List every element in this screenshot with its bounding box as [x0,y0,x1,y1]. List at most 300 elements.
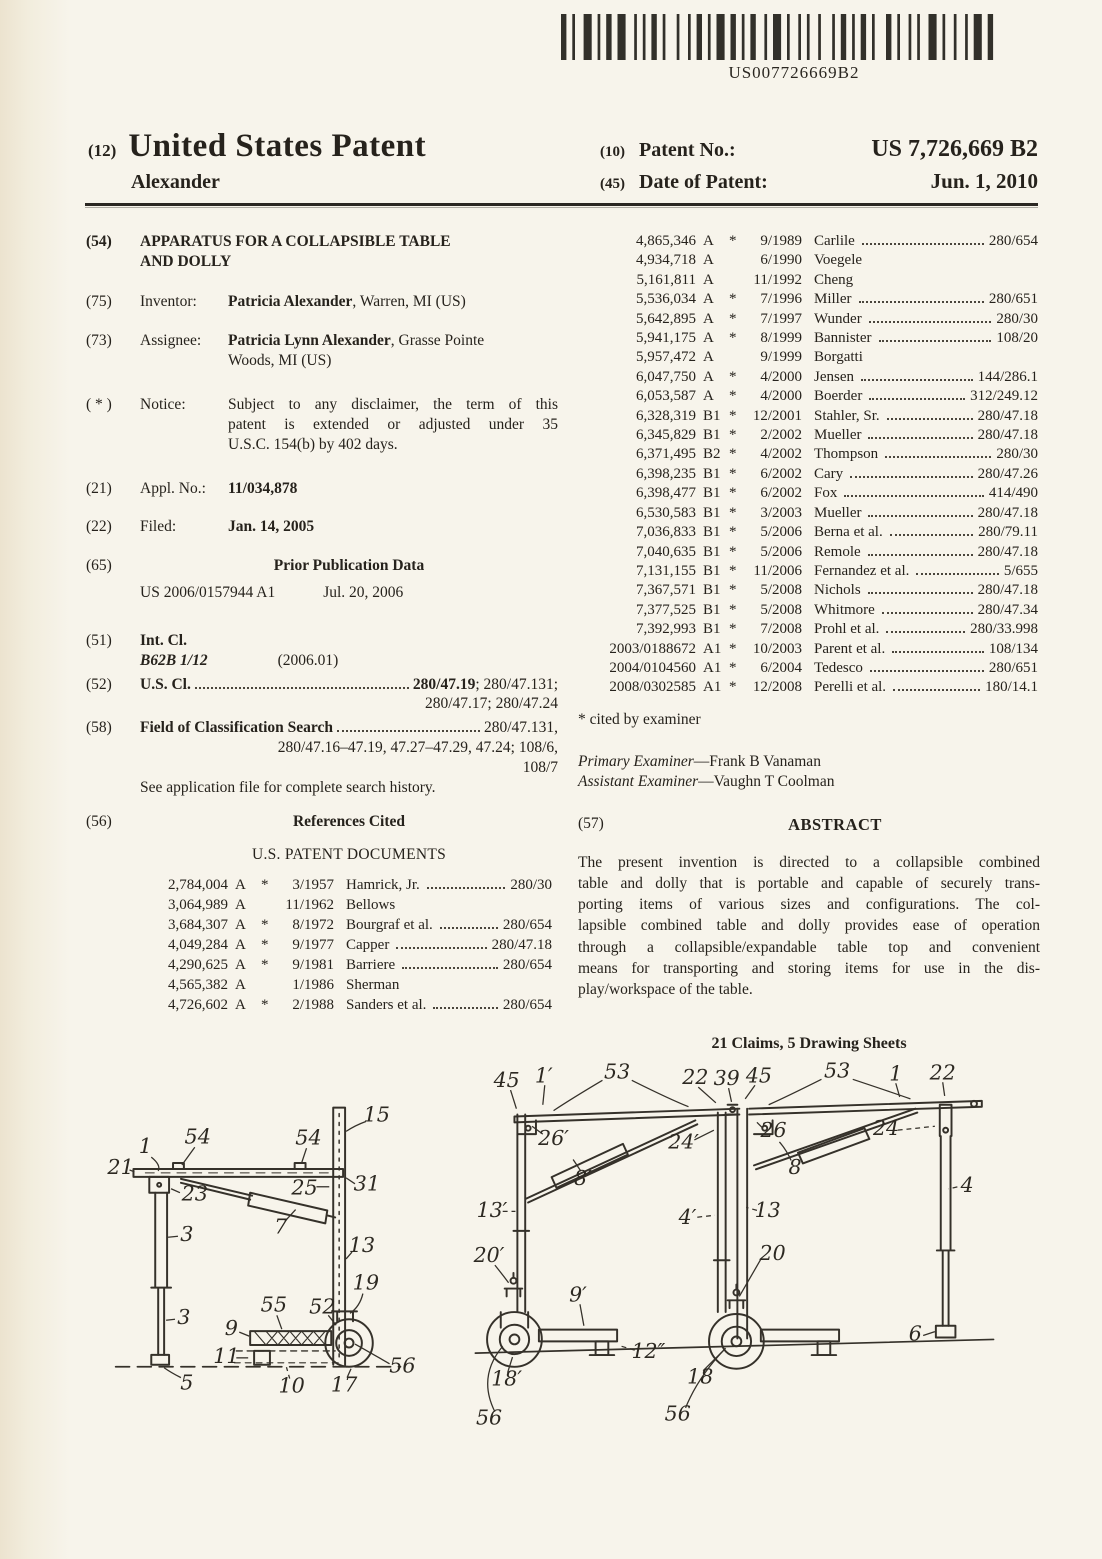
assignee-name: Patricia Lynn Alexander [228,332,391,350]
ref-dot-leader [893,689,980,691]
patent-no-tag: (10) [600,144,625,160]
left-column [86,232,558,1015]
int-cl-label: Int. Cl. [140,631,187,649]
patent-date: Jun. 1, 2010 [930,169,1038,193]
abstract-tag: (57) [578,815,604,833]
callout: 18′ [491,1366,523,1391]
ref-dot-leader [885,456,991,458]
ref-name: Mueller [814,504,862,521]
reference-row [578,504,1040,523]
ref-number: 6,047,750 [636,368,696,385]
reference-row [578,484,1040,503]
figure-collapsed-table [86,1078,442,1419]
ref-class: 280/47.18 [491,937,552,954]
ref-star: * [729,388,737,405]
ref-name: Bourgraf et al. [346,917,433,934]
ref-number: 6,530,583 [636,504,696,521]
ref-kind: A [703,291,714,308]
section-assignee: (73) Assignee: Patricia Lynn Alexander, Grasse Pointe Woods, MI (US) [86,332,485,370]
ref-class: 280/47.34 [977,601,1038,618]
ref-kind: A [703,349,714,366]
reference-row [578,271,1040,290]
ref-number: 6,053,587 [636,388,696,405]
ref-star: * [729,543,737,560]
notice-text: Subject to any disclaimer, the term of this patent is extended or adjusted under 35 U.S.C. 154(b) by 402 days. [228,396,558,453]
ref-date: 4/2000 [760,388,802,405]
prior-pub-date: Jul. 20, 2006 [323,584,404,602]
field-search-label: Field of Classification Search [140,719,334,737]
barcode-text: US007726669B2 [728,63,860,82]
ref-kind: A [235,957,246,974]
ref-class: 280/30 [996,310,1038,327]
ref-class: 280/654 [502,917,552,934]
ref-number: 4,865,346 [636,233,696,249]
figure-expanded-table [446,1050,1062,1519]
ref-dot-leader [402,967,498,969]
ref-kind: B1 [703,621,721,638]
filed-date: Jan. 14, 2005 [228,518,315,536]
us-cl-line2: 280/47.17; 280/47.24 [424,695,558,713]
reference-row [124,935,554,955]
ref-number: 7,040,635 [636,543,696,560]
callout: 24 [872,1116,900,1141]
ref-star: * [729,485,737,502]
reference-row [578,290,1040,309]
callout: 56 [389,1353,416,1378]
ref-name: Whitmore [814,601,875,618]
ref-name: Stahler, Sr. [814,407,880,424]
invention-title-line1: APPARATUS FOR A COLLAPSIBLE TABLE [140,233,451,250]
ref-date: 8/1972 [292,917,334,934]
barcode-bars [559,14,1029,62]
search-history-note: See application file for complete search history. [140,778,436,796]
ref-dot-leader [427,887,506,889]
ref-kind: B1 [703,601,721,618]
ref-number: 2003/0188672 [609,640,696,657]
ref-dot-leader [916,573,998,575]
patent-drawings [0,1040,1102,1559]
ref-dot-leader [890,534,973,536]
ref-dot-leader [844,495,983,497]
references-list-right [578,232,1040,698]
callout: 45 [745,1063,772,1088]
ref-name: Sanders et al. [346,997,427,1014]
ref-date: 7/1997 [760,310,802,327]
reference-row [578,581,1040,600]
header-right [600,136,1038,200]
callout: 1 [889,1061,903,1086]
reference-row [578,348,1040,367]
ref-name: Sherman [346,977,400,994]
ref-name: Bannister [814,330,872,347]
callout: 56 [664,1401,691,1426]
ref-dot-leader [850,476,972,478]
inventor-surname: Alexander [131,171,220,193]
callout: 9 [224,1316,238,1341]
reference-row [578,465,1040,484]
callout: 18 [687,1364,714,1389]
reference-row [124,995,554,1015]
callout: 10 [278,1373,305,1398]
ref-date: 6/2002 [760,485,802,502]
ref-name: Thompson [814,446,879,463]
ref-number: 7,392,993 [636,621,696,638]
ref-name: Mueller [814,427,862,444]
reference-row [578,640,1040,659]
ref-name: Cary [814,465,844,482]
callout: 5 [180,1370,194,1395]
ref-kind: B1 [703,543,721,560]
ref-number: 3,684,307 [168,917,228,934]
ref-dot-leader [870,670,984,672]
ref-star: * [729,621,737,638]
callout: 3 [177,1305,191,1330]
ref-class: 312/249.12 [970,388,1038,405]
callout: 1′ [534,1063,553,1088]
ref-date: 11/1962 [285,897,334,914]
assistant-examiner-label: Assistant Examiner [578,773,699,791]
ref-kind: A [235,897,246,914]
ref-kind: B1 [703,524,721,541]
patent-no-label: Patent No.: [639,139,736,161]
field-search-val1: 280/47.131, [483,719,558,737]
ref-class: 280/654 [988,233,1038,249]
ref-date: 5/2008 [760,601,802,618]
ref-number: 4,565,382 [168,977,228,994]
ref-number: 5,642,895 [636,310,696,327]
ref-class: 280/651 [988,659,1038,676]
ref-number: 7,377,525 [636,601,696,618]
ref-kind: B1 [703,504,721,521]
reference-row [578,368,1040,387]
callout: 21 [107,1154,134,1179]
callout-labels [106,1103,415,1398]
ref-name: Cheng [814,271,854,288]
callout: 15 [363,1102,390,1127]
ref-date: 12/2008 [752,679,802,696]
abstract-text [578,852,1040,1001]
ref-dot-leader [868,437,972,439]
reference-row [578,523,1040,542]
callout: 26 [760,1118,787,1143]
date-label: Date of Patent: [639,171,768,193]
reference-row [578,562,1040,581]
callout: 8 [788,1155,802,1180]
ref-name: Voegele [814,252,863,269]
callout: 23 [181,1181,208,1206]
ref-star: * [729,310,737,327]
ref-number: 2004/0104560 [609,659,696,676]
ref-number: 6,371,495 [636,446,696,463]
ref-star: * [261,877,269,894]
callout: 20′ [473,1243,505,1268]
section-us-cl: (52) U.S. Cl. 280/47.19; 280/47.131; 280/47.17; 280/47.24 [86,675,558,713]
ref-star: * [729,524,737,541]
callout: 24′ [668,1129,699,1154]
callout: 31 [353,1171,381,1196]
callout: 4 [960,1172,974,1197]
ref-date: 11/2006 [753,562,802,579]
prior-pub-heading: Prior Publication Data [273,557,425,575]
kind-code-tag: (12) [88,141,117,160]
ref-star: * [729,640,737,657]
ref-number: 5,161,811 [636,271,696,288]
ref-kind: A [703,368,714,385]
ref-star: * [729,330,737,347]
ref-dot-leader [879,340,992,342]
ref-star: * [729,233,737,249]
ref-number: 2,784,004 [168,877,228,894]
ref-star: * [729,679,737,696]
ref-name: Boerder [814,388,863,405]
ref-class: 280/47.18 [977,543,1038,560]
callout: 22 [929,1060,956,1085]
ref-class: 280/79.11 [978,524,1038,541]
ref-dot-leader [868,515,972,517]
callout: 13 [348,1233,376,1258]
ref-name: Bellows [346,897,396,914]
ref-date: 8/1999 [760,330,802,347]
callout: 19 [352,1270,380,1295]
reference-row [578,426,1040,445]
ref-number: 5,957,472 [636,349,696,366]
ref-date: 9/1981 [292,957,334,974]
ref-kind: A [235,917,246,934]
ref-name: Remole [814,543,861,560]
ref-dot-leader [869,398,965,400]
ref-kind: A1 [703,640,722,657]
callout: 17 [330,1372,358,1397]
ref-class: 280/654 [502,957,552,974]
field-search-val2: 280/47.16–47.19, 47.27–47.29, 47.24; 108/6, [277,739,558,757]
ref-kind: A [235,937,246,954]
ref-kind: A [235,977,246,994]
reference-row [578,387,1040,406]
header-left [88,128,426,194]
ref-kind: B1 [703,427,721,444]
ref-class: 280/651 [988,291,1038,308]
ref-date: 9/1999 [760,349,802,366]
ref-name: Perelli et al. [814,679,887,696]
ref-name: Wunder [814,310,862,327]
ref-name: Miller [814,291,852,308]
document-title: United States Patent [128,128,427,164]
appl-no-label: Appl. No.: [140,479,206,497]
section-prior-publication: (65) Prior Publication Data US 2006/0157944 A1 Jul. 20, 2006 [86,556,558,603]
section-title: (54) APPARATUS FOR A COLLAPSIBLE TABLE AND DOLLY [86,233,451,270]
callout: 12″ [631,1338,666,1363]
ref-number: 5,536,034 [636,291,696,308]
reference-row [578,601,1040,620]
us-cl-primary: 280/47.19 [412,675,476,693]
ref-class: 280/654 [502,997,552,1014]
reference-row [578,329,1040,348]
ref-number: 4,049,284 [168,937,228,954]
patent-number: US 7,726,669 B2 [871,136,1038,162]
callout: 52 [309,1294,336,1319]
filed-label: Filed: [140,518,177,536]
ref-star: * [261,937,269,954]
ref-class: 108/134 [988,640,1038,657]
notice-label: Notice: [140,396,186,414]
header-rule [85,203,1038,206]
abstract-heading: ABSTRACT [788,815,882,835]
ref-number: 5,941,175 [636,330,696,347]
ref-kind: A [703,330,714,347]
section-inventor: (75) Inventor: Patricia Alexander, Warren, MI (US) [86,292,466,310]
ref-kind: B1 [703,582,721,599]
ref-class: 144/286.1 [977,368,1038,385]
callout: 22 [682,1065,709,1090]
ref-name: Borgatti [814,349,863,366]
ref-class: 280/47.18 [977,582,1038,599]
ref-kind: A [703,252,714,269]
callout: 56 [475,1405,503,1430]
ref-star: * [729,601,737,618]
section-notice: ( * ) Notice: Subject to any disclaimer, the term of this patent is extended or adjusted under 35 U.S.C. 154(b) by 402 days. [86,396,558,453]
callout: 6 [908,1321,922,1346]
invention-title-line2: AND DOLLY [140,252,232,270]
callout: 53 [824,1058,851,1083]
field-search-val3: 108/7 [522,758,558,776]
callout: 54 [184,1124,211,1149]
ref-kind: A [235,997,246,1014]
ref-kind: B2 [703,446,721,463]
abstract-line: table and dolly that is portable and capable of securely trans- [578,874,1040,892]
ref-date: 6/2002 [760,465,802,482]
ref-class: 280/47.18 [977,504,1038,521]
ref-kind: B1 [703,465,721,482]
appl-no-value: 11/034,878 [228,479,298,497]
abstract-line: lapsible combined table and dolly provides ease of operation [578,917,1040,935]
cited-by-examiner-note: * cited by examiner [578,710,701,728]
ref-name: Jensen [814,368,854,385]
ref-name: Parent et al. [814,640,886,657]
ref-dot-leader [868,554,973,556]
ref-number: 4,290,625 [168,957,228,974]
assignee-label: Assignee: [140,332,202,350]
ref-date: 5/2006 [760,524,802,541]
ref-date: 3/1957 [292,877,334,894]
ref-number: 7,131,155 [636,562,696,579]
ref-date: 9/1977 [292,937,334,954]
ref-star: * [729,446,737,463]
callout: 25 [291,1175,318,1200]
ref-number: 6,398,235 [636,465,696,482]
ref-dot-leader [859,301,984,303]
callout: 55 [260,1292,288,1317]
reference-row [578,232,1040,251]
inventor-label: Inventor: [140,292,197,310]
ref-class: 414/490 [988,485,1038,502]
us-cl-label: U.S. Cl. [140,675,191,693]
reference-row [124,875,554,895]
callout: 4′ [678,1205,697,1230]
ref-number: 4,934,718 [636,252,696,269]
ref-date: 9/1989 [760,233,802,249]
reference-row [578,620,1040,639]
reference-row [124,975,554,995]
callout: 3 [180,1222,194,1247]
abstract-heading-row [578,814,1040,835]
ref-number: 7,036,833 [636,524,696,541]
reference-row [578,445,1040,464]
reference-row [578,659,1040,678]
ref-class: 5/655 [1003,562,1038,579]
ref-number: 7,367,571 [636,582,696,599]
ref-name: Nichols [814,582,861,599]
ref-star: * [261,917,269,934]
ref-star: * [729,407,737,424]
ref-name: Berna et al. [814,524,883,541]
ref-date: 3/2003 [760,504,802,521]
ref-dot-leader [440,927,498,929]
ref-dot-leader [887,418,973,420]
ref-kind: A [703,388,714,405]
callout: 20 [759,1241,786,1266]
claims-note: 21 Claims, 5 Drawing Sheets [711,1035,907,1053]
ref-date: 7/1996 [760,291,802,308]
ref-dot-leader [869,321,992,323]
ref-date: 5/2006 [760,543,802,560]
ref-name: Carlile [814,233,855,249]
barcode [548,14,1040,83]
callout: 9′ [569,1282,587,1307]
ref-name: Fernandez et al. [814,562,910,579]
ref-class: 280/47.18 [977,407,1038,424]
ref-kind: A1 [703,679,722,696]
reference-row [124,955,554,975]
ref-dot-leader [862,243,984,245]
ref-number: 6,398,477 [636,485,696,502]
ref-date: 12/2001 [752,407,802,424]
inventor-name: Patricia Alexander [228,292,353,310]
primary-examiner-label: Primary Examiner [578,752,694,770]
ref-number: 2008/0302585 [609,679,696,696]
callout: 26′ [538,1125,569,1150]
ref-class: 280/30 [510,877,552,894]
reference-row [578,543,1040,562]
right-column [578,232,1040,1055]
ref-date: 5/2008 [760,582,802,599]
references-list-left [86,875,558,1015]
ref-dot-leader [861,379,973,381]
ref-class: 280/47.18 [977,427,1038,444]
callout: 39 [713,1066,740,1091]
section-int-cl: (51) Int. Cl. B62B 1/12 (2006.01) [86,631,558,671]
ref-star: * [729,659,737,676]
ref-star: * [729,465,737,482]
assistant-examiner-name: —Vaughn T Coolman [698,773,835,791]
callout: 53 [604,1059,631,1084]
ref-name: Barriere [346,957,396,974]
reference-row [124,895,554,915]
reference-row [124,915,554,935]
ref-kind: A1 [703,659,722,676]
ref-kind: A [703,310,714,327]
ref-kind: B1 [703,562,721,579]
ref-date: 1/1986 [292,977,334,994]
ref-name: Tedesco [814,659,863,676]
ref-date: 2/2002 [760,427,802,444]
ref-name: Prohl et al. [814,621,880,638]
reference-row [578,310,1040,329]
ref-star: * [729,368,737,385]
ref-kind: A [703,271,714,288]
ref-dot-leader [886,631,965,633]
ref-name: Fox [814,485,838,502]
ref-date: 10/2003 [752,640,802,657]
